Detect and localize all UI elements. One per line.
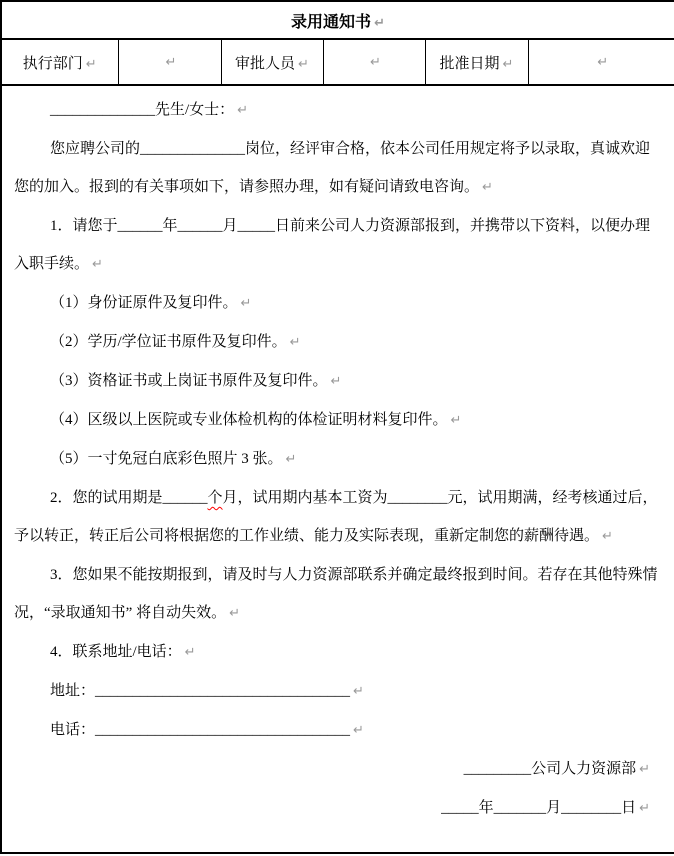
blank-field[interactable]: ______ <box>177 218 223 234</box>
paragraph-mark-icon: ↵ <box>237 103 249 118</box>
text-run: 岗位，经评审合格，依本公司任用规定将予以录取，真诚欢迎您的加入。报到的有关事项如下，请参照办理，如有疑问请致电咨询。 <box>14 141 651 195</box>
blank-field[interactable]: ________ <box>387 490 448 506</box>
paragraph-3 <box>14 207 660 284</box>
text-run: 月 <box>222 218 238 234</box>
approval-header-row <box>1 39 674 85</box>
paragraph-mark-icon: ↵ <box>374 15 385 31</box>
paragraph-10 <box>14 556 660 633</box>
text-run: 公司人力资源部 <box>531 761 637 777</box>
paragraph-12 <box>14 672 660 711</box>
exec-dept-label-cell <box>1 39 118 85</box>
approver-label: 审批人员 <box>235 55 296 72</box>
approver-value-cell[interactable] <box>323 39 425 85</box>
text-run: 电话： <box>50 722 96 738</box>
document-body-cell[interactable] <box>1 85 674 853</box>
paragraph-mark-icon: ↵ <box>165 54 177 70</box>
body-row <box>1 85 674 853</box>
blank-field[interactable]: _____ <box>441 800 479 816</box>
exec-dept-label: 执行部门 <box>22 55 83 72</box>
paragraph-mark-icon: ↵ <box>298 56 309 72</box>
exec-dept-value-cell[interactable] <box>118 39 221 85</box>
paragraph-8 <box>14 440 660 479</box>
text-run: 地址： <box>50 683 96 699</box>
paragraph-mark-icon: ↵ <box>229 606 240 621</box>
text-run: （3）资格证书或上岗证书原件及复印件。 <box>50 373 328 389</box>
text-run: （4）区级以上医院或专业体检机构的体检证明材料复印件。 <box>50 412 448 428</box>
paragraph-9 <box>14 479 660 556</box>
text-run: （1）身份证原件及复印件。 <box>50 295 238 311</box>
text-run: 您应聘公司的 <box>50 141 141 157</box>
paragraph-mark-icon: ↵ <box>353 684 364 699</box>
text-run: 元，试用期满，经考核通过后，予以转正，转正后公司将根据您的工作业绩、能力及实际表现，重新定制您的薪酬待遇。 <box>14 490 658 544</box>
text-run: 年 <box>478 800 494 816</box>
blank-field[interactable]: __________________________________ <box>95 683 351 699</box>
approver-label-cell <box>221 39 323 85</box>
blank-field[interactable]: ______ <box>162 490 208 506</box>
paragraph-7 <box>14 401 660 440</box>
document-title-cell <box>1 1 674 39</box>
blank-field[interactable]: _________ <box>463 761 532 777</box>
paragraph-mark-icon: ↵ <box>639 762 651 777</box>
text-run: 1．请您于 <box>50 218 118 234</box>
blank-field[interactable]: ______________ <box>140 141 246 157</box>
text-run: 年 <box>162 218 178 234</box>
misspell-marked-text: 个 <box>207 490 223 506</box>
paragraph-mark-icon: ↵ <box>240 296 252 311</box>
blank-field[interactable]: __________________________________ <box>95 722 351 738</box>
paragraph-mark-icon: ↵ <box>482 180 493 195</box>
paragraph-mark-icon: ↵ <box>285 452 297 467</box>
paragraph-6 <box>14 362 660 401</box>
text-run: 日前来公司人力资源部报到，并携带以下资料，以便办理入职手续。 <box>14 218 651 272</box>
paragraph-4 <box>14 284 660 323</box>
paragraph-mark-icon: ↵ <box>502 56 514 72</box>
paragraph-mark-icon: ↵ <box>289 335 301 350</box>
document-title: 录用通知书 <box>291 13 372 31</box>
text-run: 2．您的试用期是 <box>50 490 163 506</box>
title-row <box>1 1 674 39</box>
blank-field[interactable]: ______________ <box>50 102 155 118</box>
blank-field[interactable]: _______ <box>493 800 547 816</box>
text-run: （2）学历/学位证书原件及复印件。 <box>50 334 287 350</box>
approval-date-label: 批准日期 <box>439 55 500 72</box>
paragraph-2 <box>14 130 660 207</box>
paragraph-14 <box>14 750 660 789</box>
paragraph-5 <box>14 323 660 362</box>
paragraph-mark-icon: ↵ <box>602 529 613 544</box>
approval-date-value-cell[interactable] <box>528 39 674 85</box>
text-run: （5）一寸免冠白底彩色照片 3 张。 <box>50 451 283 467</box>
text-run: 先生/女士： <box>155 102 235 118</box>
paragraph-mark-icon: ↵ <box>330 374 342 389</box>
text-run: 日 <box>621 800 637 816</box>
paragraph-mark-icon: ↵ <box>184 645 196 660</box>
paragraph-mark-icon: ↵ <box>92 257 103 272</box>
paragraph-mark-icon: ↵ <box>597 54 609 70</box>
paragraph-15 <box>14 789 660 828</box>
blank-field[interactable]: ______ <box>117 218 163 234</box>
paragraph-13 <box>14 711 660 750</box>
paragraph-mark-icon: ↵ <box>353 723 364 738</box>
approval-date-label-cell <box>425 39 528 85</box>
paragraph-mark-icon: ↵ <box>85 56 97 72</box>
blank-field[interactable]: ________ <box>561 800 622 816</box>
text-run: 月，试用期内基本工资为 <box>222 490 388 506</box>
paragraph-11 <box>14 633 660 672</box>
text-run: 月 <box>546 800 562 816</box>
text-run: 4．联系地址/电话： <box>50 644 182 660</box>
paragraph-1 <box>14 91 660 130</box>
text-run: 3．您如果不能按期报到，请及时与人力资源部联系并确定最终报到时间。若存在其他特殊情况，“录取通知书” 将自动失效。 <box>14 567 658 621</box>
paragraph-mark-icon: ↵ <box>370 54 381 70</box>
paragraph-mark-icon: ↵ <box>450 413 462 428</box>
blank-field[interactable]: _____ <box>237 218 276 234</box>
paragraph-mark-icon: ↵ <box>639 801 651 816</box>
